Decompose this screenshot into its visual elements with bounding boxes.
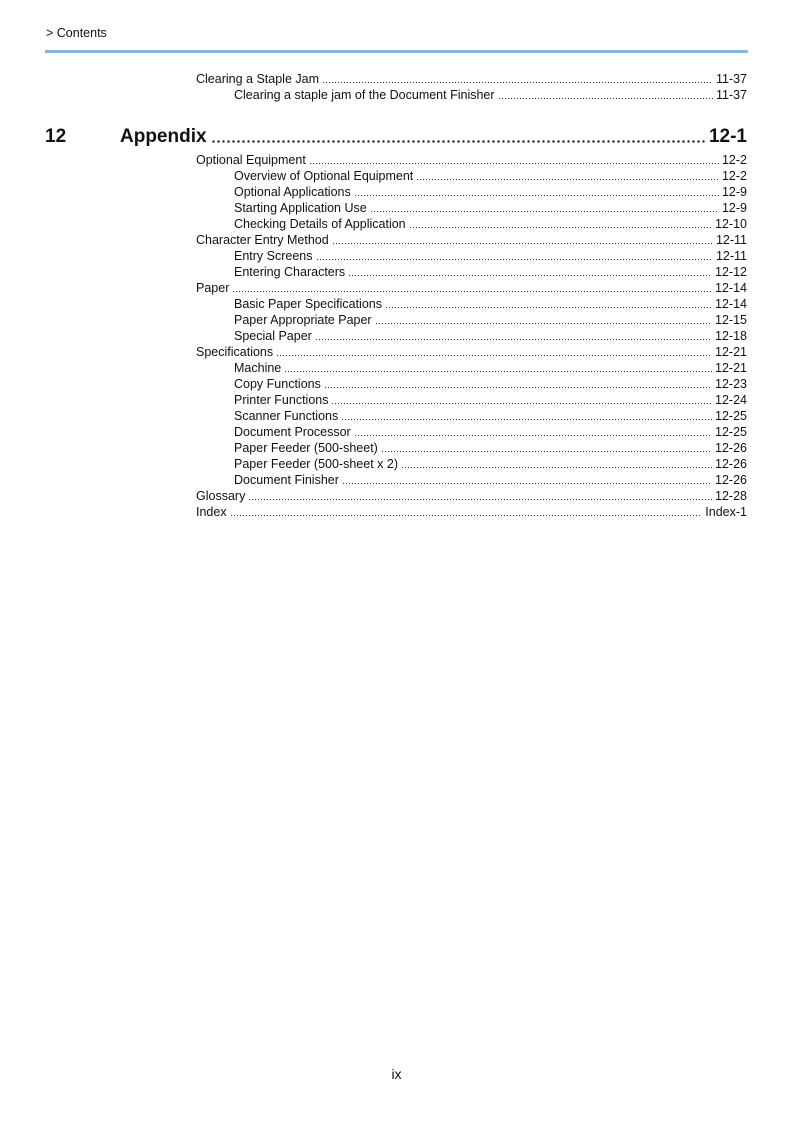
toc-entry-page: 12-12	[715, 265, 747, 279]
toc-entry[interactable]	[234, 472, 747, 488]
toc-entry[interactable]	[234, 424, 747, 440]
dot-leader	[370, 201, 719, 213]
dot-leader	[354, 425, 712, 437]
toc-entry[interactable]	[196, 488, 747, 504]
dot-leader	[316, 249, 713, 261]
toc-entry-page: 11-37	[715, 88, 747, 102]
toc-entry[interactable]	[234, 184, 747, 200]
toc-entry-page: 12-15	[715, 313, 747, 327]
chapter-number: 12	[45, 126, 67, 147]
toc-entry-page: 12-9	[721, 185, 747, 199]
dot-leader	[309, 153, 719, 165]
toc-entry-title: Starting Application Use	[234, 201, 367, 215]
dot-leader	[348, 265, 712, 277]
toc-entry-title: Paper Feeder (500-sheet x 2)	[234, 457, 398, 471]
toc-entry-page: Index-1	[705, 505, 747, 519]
breadcrumb: > Contents	[46, 26, 107, 40]
toc-entry-page: 12-2	[721, 169, 747, 183]
toc-entry-title: Optional Equipment	[196, 153, 306, 167]
toc-entry-page: 12-21	[715, 361, 747, 375]
toc-entry-title: Glossary	[196, 489, 246, 503]
toc-entry-page: 12-10	[715, 217, 747, 231]
toc-entry[interactable]	[234, 87, 747, 103]
dot-leader	[315, 329, 712, 341]
toc-entry-title: Clearing a staple jam of the Document Finisher	[234, 88, 495, 102]
dot-leader	[409, 217, 712, 229]
toc-entry[interactable]	[234, 216, 747, 232]
toc-entry-title: Checking Details of Application	[234, 217, 406, 231]
toc-entry-page: 12-11	[715, 249, 747, 263]
toc-entry-page: 12-26	[715, 457, 747, 471]
dot-leader	[385, 297, 712, 309]
toc-entry-page: 12-14	[715, 281, 747, 295]
toc-entry-page: 12-9	[721, 201, 747, 215]
toc-entry-title: Scanner Functions	[234, 409, 339, 423]
toc-entry-title: Optional Applications	[234, 185, 351, 199]
toc-entry-title: Entering Characters	[234, 265, 346, 279]
dot-leader	[331, 393, 712, 405]
dot-leader	[211, 128, 705, 144]
toc-entry[interactable]	[234, 296, 747, 312]
toc-entry[interactable]	[234, 200, 747, 216]
toc-entry[interactable]	[196, 71, 747, 87]
toc-entry[interactable]	[234, 264, 747, 280]
chapter-heading[interactable]	[45, 126, 747, 148]
toc-entry-title: Printer Functions	[234, 393, 329, 407]
toc-entry[interactable]	[234, 312, 747, 328]
toc-entry[interactable]	[234, 408, 747, 424]
toc-entry-title: Machine	[234, 361, 282, 375]
toc-entry-page: 12-24	[715, 393, 747, 407]
header-rule	[45, 50, 748, 53]
toc-entry-page: 12-25	[715, 409, 747, 423]
dot-leader	[498, 88, 713, 100]
dot-leader	[354, 185, 719, 197]
page-number: ix	[391, 1066, 402, 1082]
dot-leader	[230, 505, 703, 517]
dot-leader	[276, 345, 712, 357]
dot-leader	[375, 313, 712, 325]
toc-entry-page: 12-26	[715, 473, 747, 487]
toc-entry[interactable]	[234, 392, 747, 408]
dot-leader	[401, 457, 712, 469]
toc-entry[interactable]	[234, 328, 747, 344]
dot-leader	[332, 233, 713, 245]
toc-entry[interactable]	[234, 168, 747, 184]
toc-entry-title: Document Processor	[234, 425, 351, 439]
dot-leader	[416, 169, 719, 181]
toc-entry[interactable]	[196, 232, 747, 248]
dot-leader	[324, 377, 712, 389]
toc-entry-title: Basic Paper Specifications	[234, 297, 382, 311]
toc-entry-page: 12-21	[715, 345, 747, 359]
toc-entry-title: Entry Screens	[234, 249, 313, 263]
dot-leader	[381, 441, 712, 453]
toc-entry-title: Special Paper	[234, 329, 312, 343]
toc-entry-page: 12-28	[715, 489, 747, 503]
toc-entry-title: Clearing a Staple Jam	[196, 72, 319, 86]
toc-entry-page: 11-37	[715, 72, 747, 86]
toc-entry[interactable]	[234, 248, 747, 264]
toc-entry-title: Index	[196, 505, 227, 519]
toc-entry-page: 12-25	[715, 425, 747, 439]
toc-entry-title: Paper	[196, 281, 230, 295]
toc-entry-title: Specifications	[196, 345, 274, 359]
toc-entry-page: 12-18	[715, 329, 747, 343]
toc-entry-page: 12-14	[715, 297, 747, 311]
toc-entry[interactable]	[234, 376, 747, 392]
chapter-page: 12-1	[708, 126, 747, 147]
dot-leader	[284, 361, 712, 373]
toc-entry[interactable]	[234, 440, 747, 456]
toc-entry[interactable]	[196, 152, 747, 168]
dot-leader	[342, 473, 712, 485]
chapter-title: Appendix	[120, 126, 207, 147]
toc-entry-title: Paper Appropriate Paper	[234, 313, 372, 327]
toc-entry-title: Copy Functions	[234, 377, 321, 391]
toc-entry-page: 12-11	[715, 233, 747, 247]
toc-entry-title: Overview of Optional Equipment	[234, 169, 414, 183]
toc-entry-page: 12-2	[721, 153, 747, 167]
toc-entry[interactable]	[234, 456, 747, 472]
dot-leader	[232, 281, 712, 293]
toc-entry-title: Paper Feeder (500-sheet)	[234, 441, 378, 455]
toc-entry-page: 12-23	[715, 377, 747, 391]
dot-leader	[322, 72, 713, 84]
dot-leader	[248, 489, 712, 501]
toc-entry[interactable]	[196, 280, 747, 296]
toc-entry[interactable]	[234, 360, 747, 376]
toc-entry-page: 12-26	[715, 441, 747, 455]
dot-leader	[341, 409, 712, 421]
toc-entry[interactable]	[196, 504, 747, 520]
toc-entry[interactable]	[196, 344, 747, 360]
toc-entry-title: Character Entry Method	[196, 233, 329, 247]
toc-entry-title: Document Finisher	[234, 473, 339, 487]
